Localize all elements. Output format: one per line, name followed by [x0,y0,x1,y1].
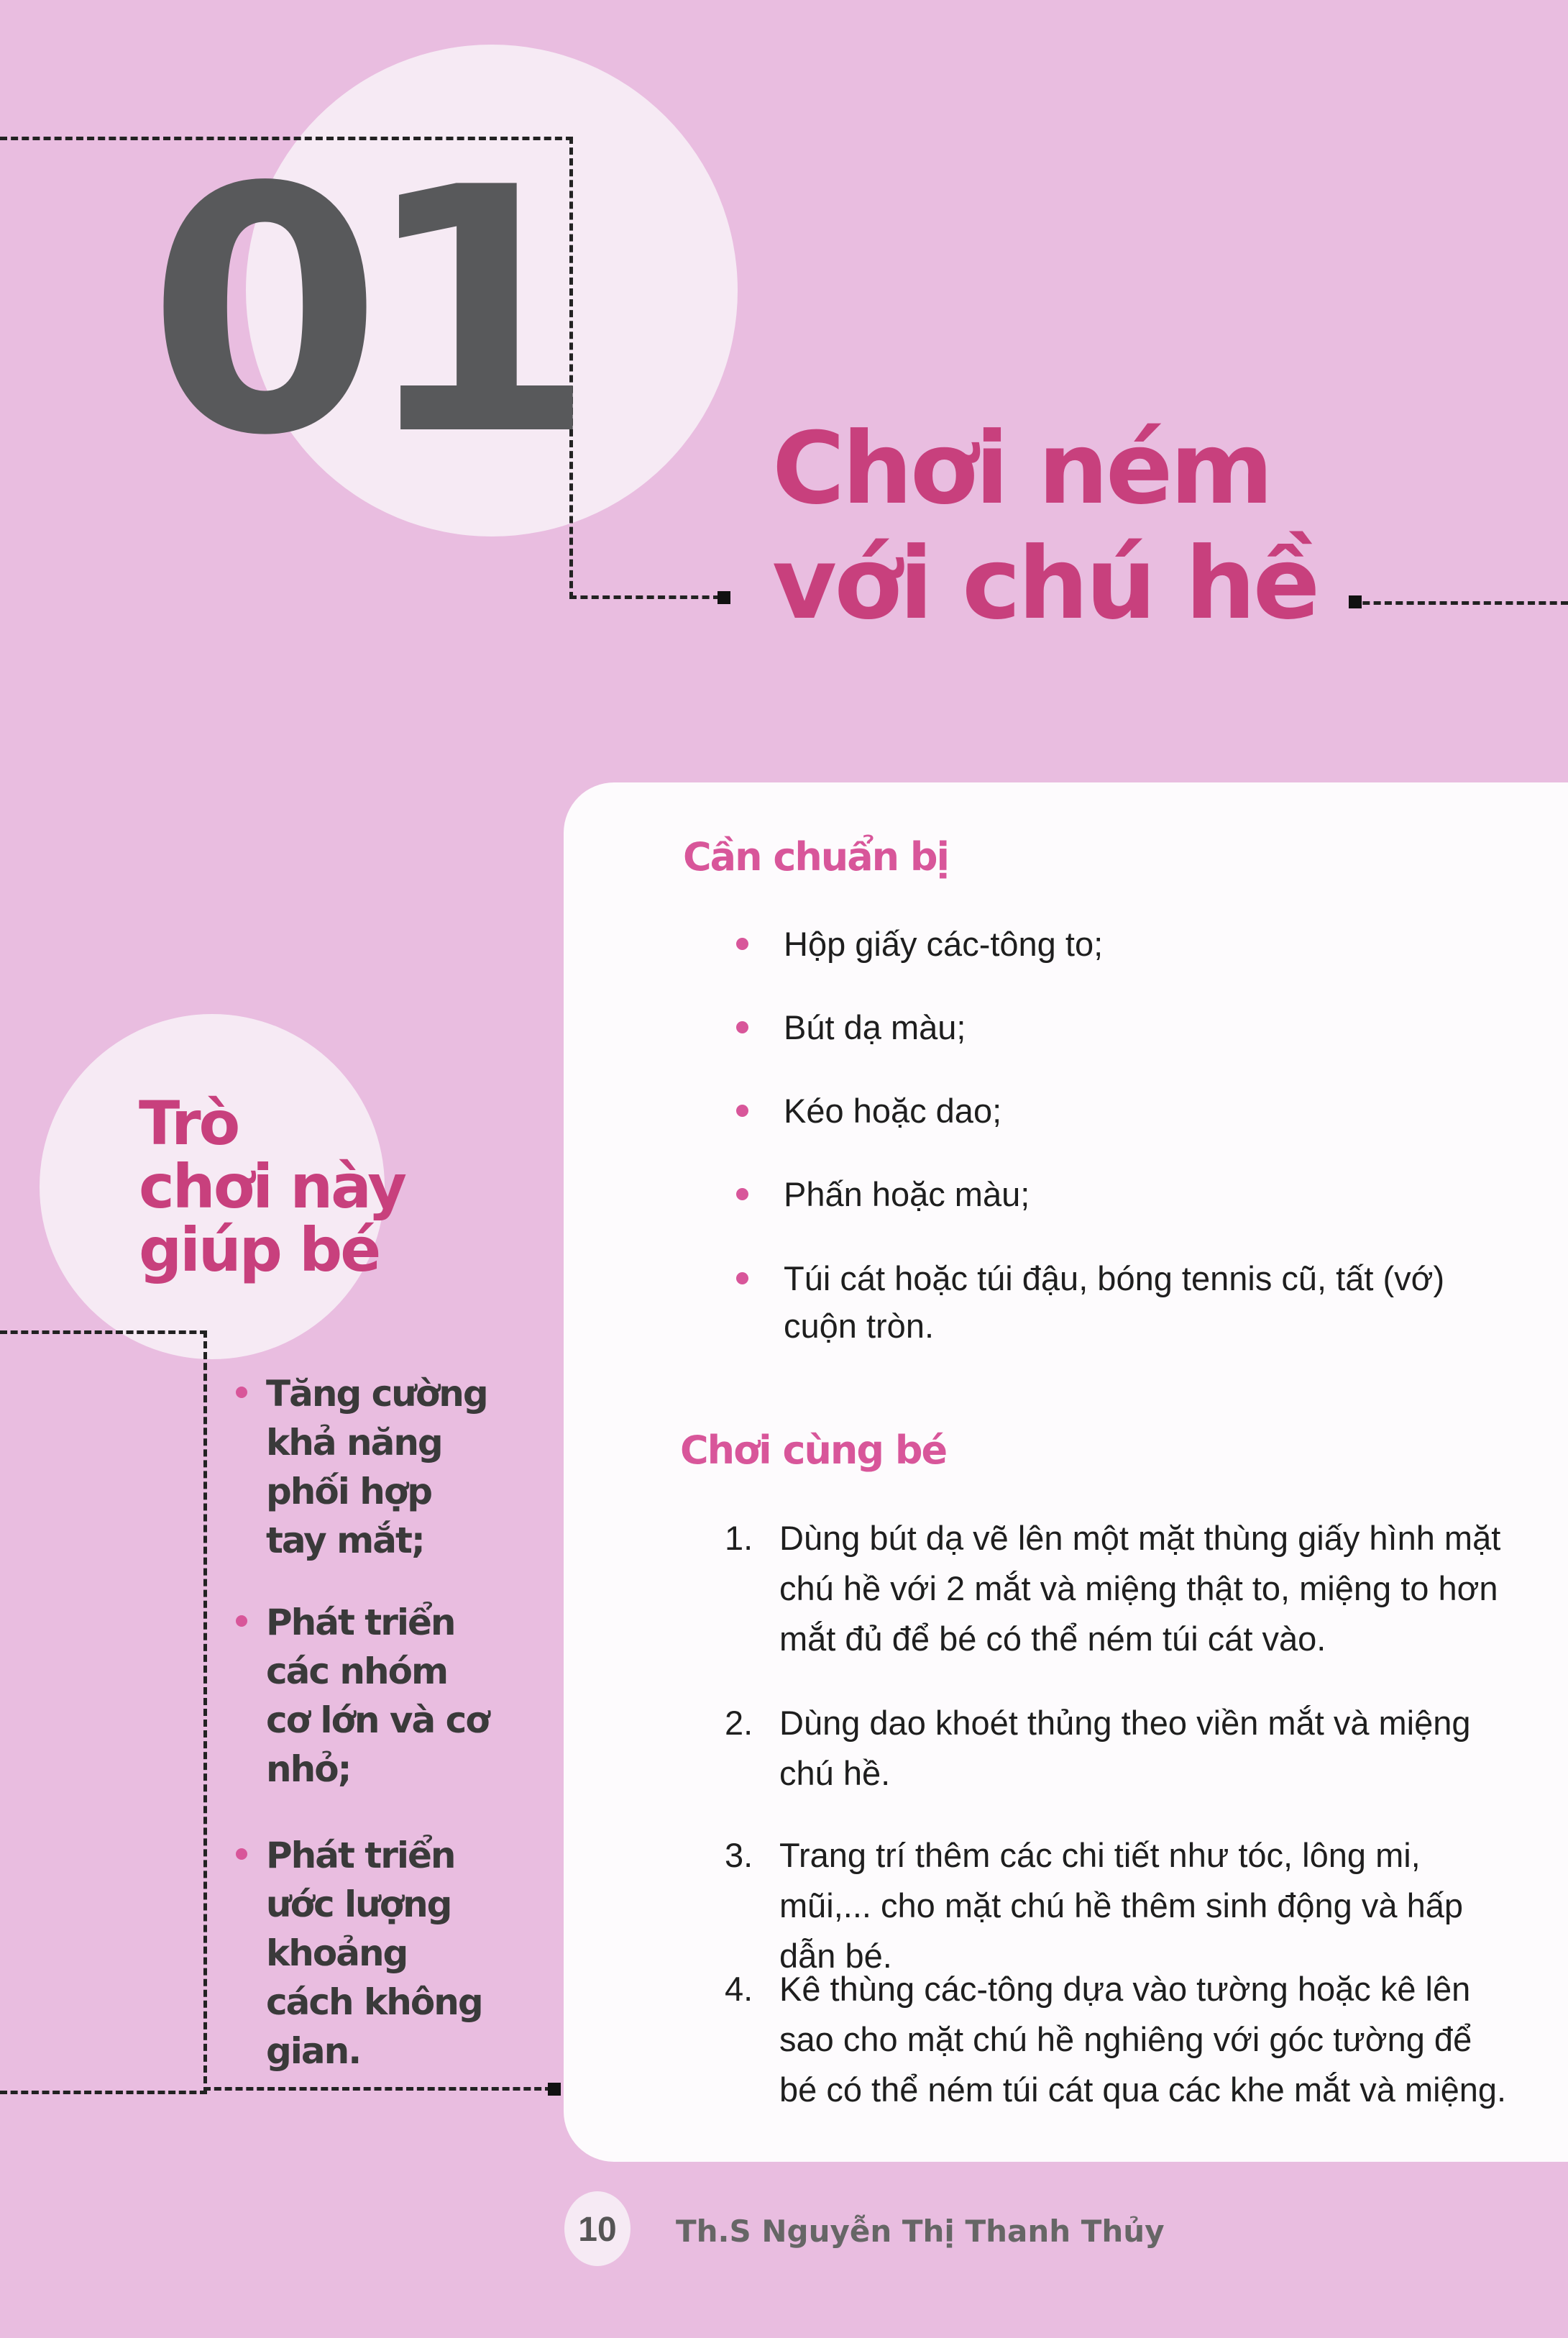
step-item [725,1513,1509,1664]
page-number: 10 [578,2211,617,2249]
step-item [725,1830,1509,1981]
step-number: 2. [725,1704,753,1742]
step-number: 3. [725,1836,753,1874]
sidebar-heading [139,1088,405,1285]
chapter-title-line: Chơi ném [772,411,1271,526]
list-item: Kéo hoặc dao; [784,1087,1510,1135]
author-name: Th.S Nguyễn Thị Thanh Thủy [676,2214,1165,2249]
step-number: 1. [725,1519,753,1557]
step-number: 4. [725,1970,753,2008]
step-text: Dùng bút dạ vẽ lên một mặt thùng giấy hình mặt chú hề với 2 mắt và miệng thật to, miệng to hơn mắt đủ để bé có thể ném túi cát vào. [779,1519,1501,1658]
divider-left [0,1330,207,2094]
divider-right [1352,601,1568,605]
list-item: Hộp giấy các-tông to; [784,921,1510,968]
divider-left-bottom [203,2087,552,2091]
divider-square [717,591,730,604]
benefit-item: Tăng cường khả năng phối hợp tay mắt; [266,1369,496,1565]
chapter-title [772,411,1317,641]
play-heading: Chơi cùng bé [680,1428,947,1473]
chapter-number: 01 [147,116,575,509]
sidebar-heading-line: chơi này [139,1151,405,1222]
divider-square [1349,595,1362,608]
step-text: Kê thùng các-tông dựa vào tường hoặc kê lên sao cho mặt chú hề nghiêng với góc tường để bé có thể ném túi cát qua các khe mắt và miệng. [779,1970,1507,2109]
benefit-item: Phát triển ước lượng khoảng cách không gian. [266,1831,496,2076]
step-text: Dùng dao khoét thủng theo viền mắt và miệng chú hề. [779,1704,1471,1792]
divider-square [548,2083,561,2096]
sidebar-heading-line: giúp bé [139,1215,380,1285]
list-item: Phấn hoặc màu; [784,1171,1510,1218]
prepare-heading: Cần chuẩn bị [683,834,949,880]
benefit-item: Phát triển các nhóm cơ lớn và cơ nhỏ; [266,1598,496,1794]
chapter-title-line: với chú hề [772,526,1318,641]
step-item [725,1964,1509,2115]
list-item: Túi cát hoặc túi đậu, bóng tennis cũ, tất (vớ) cuộn tròn. [784,1255,1510,1350]
divider-top-bottom [569,595,720,599]
step-text: Trang trí thêm các chi tiết như tóc, lông mi, mũi,... cho mặt chú hề thêm sinh động và hấp dẫn bé. [779,1836,1463,1975]
list-item: Bút dạ màu; [784,1004,1510,1051]
sidebar-heading-line: Trò [139,1088,239,1159]
step-item [725,1698,1509,1799]
